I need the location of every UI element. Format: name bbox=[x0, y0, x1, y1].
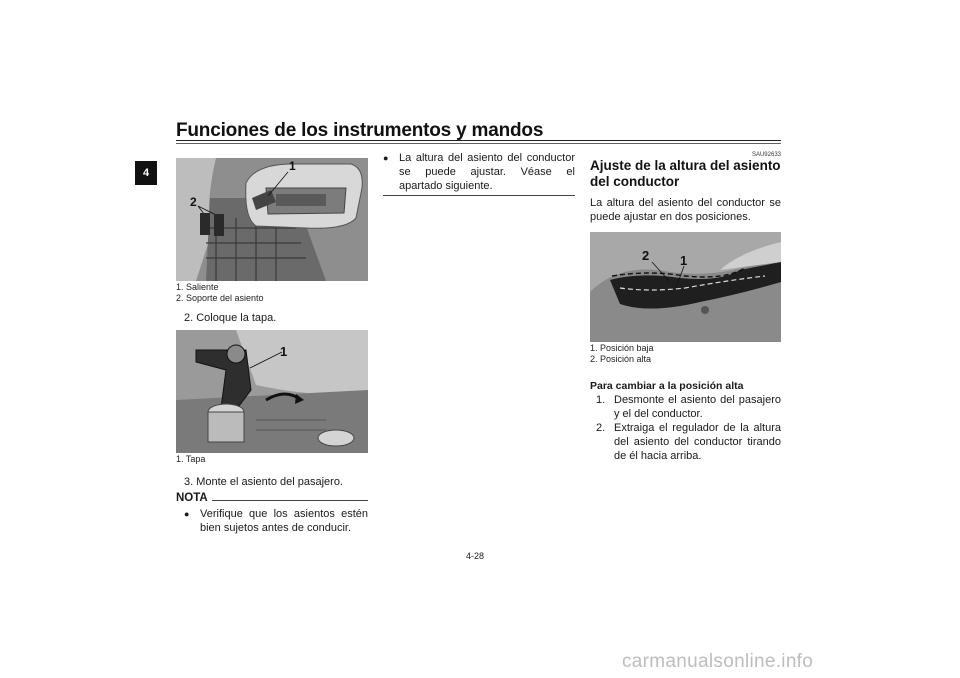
header-rule-thin bbox=[176, 143, 781, 144]
section-intro: La altura del asiento del conductor se puede ajustar en dos posiciones. bbox=[590, 197, 781, 223]
col2-bullet-text: La altura del asiento del conductor se puede ajustar. Véase el apartado siguiente. bbox=[399, 152, 575, 192]
header-rule bbox=[176, 140, 781, 141]
caption-alta: 2. Posición alta bbox=[590, 354, 652, 364]
caption-saliente: 1. Saliente bbox=[176, 282, 219, 292]
watermark[interactable]: carmanualsonline.info bbox=[622, 651, 814, 672]
seat-bracket-photo bbox=[176, 158, 368, 281]
nota-rule bbox=[212, 500, 368, 501]
nota-bullet-text: Verifique que los asientos estén bien sujetos antes de conducir. bbox=[200, 508, 368, 534]
section-title: Ajuste de la altura del asiento del conductor bbox=[590, 158, 781, 189]
step-3: 3. Monte el asiento del pasajero. bbox=[184, 476, 343, 488]
image2-caption: 1. Tapa bbox=[176, 454, 206, 464]
callout-2: 2 bbox=[642, 248, 650, 263]
chapter-tab: 4 bbox=[135, 161, 157, 185]
steps-list bbox=[596, 393, 781, 463]
seat-height-photo bbox=[590, 232, 781, 342]
nota-label: NOTA bbox=[176, 492, 208, 504]
bullet-icon: ● bbox=[383, 153, 389, 163]
col2-rule bbox=[383, 195, 575, 196]
image3-captions bbox=[590, 343, 781, 365]
page-title: Funciones de los instrumentos y mandos bbox=[176, 120, 544, 141]
step-number: 1. bbox=[596, 394, 606, 406]
caption-baja: 1. Posición baja bbox=[590, 343, 654, 353]
nota-bullet bbox=[184, 507, 368, 535]
bullet-icon: ● bbox=[184, 509, 190, 519]
callout-1: 1 bbox=[289, 159, 296, 173]
section-code: SAU92633 bbox=[751, 152, 781, 158]
step-number: 2. bbox=[596, 422, 606, 434]
cover-photo bbox=[176, 330, 368, 453]
image1-captions bbox=[176, 282, 368, 304]
callout-1: 1 bbox=[680, 253, 688, 268]
list-item bbox=[596, 421, 781, 463]
list-item bbox=[596, 393, 781, 421]
step-text: Desmonte el asiento del pasajero y el del conductor. bbox=[614, 394, 781, 420]
callout-2: 2 bbox=[190, 195, 197, 209]
col2-bullet bbox=[383, 151, 575, 193]
callout-1: 1 bbox=[280, 344, 288, 359]
step-2: 2. Coloque la tapa. bbox=[184, 312, 277, 324]
caption-soporte: 2. Soporte del asiento bbox=[176, 293, 264, 303]
subheading: Para cambiar a la posición alta bbox=[590, 380, 744, 392]
step-text: Extraiga el regulador de la altura del asiento del conductor tirando de él hacia arriba. bbox=[614, 422, 781, 462]
page-number: 4-28 bbox=[466, 551, 485, 561]
